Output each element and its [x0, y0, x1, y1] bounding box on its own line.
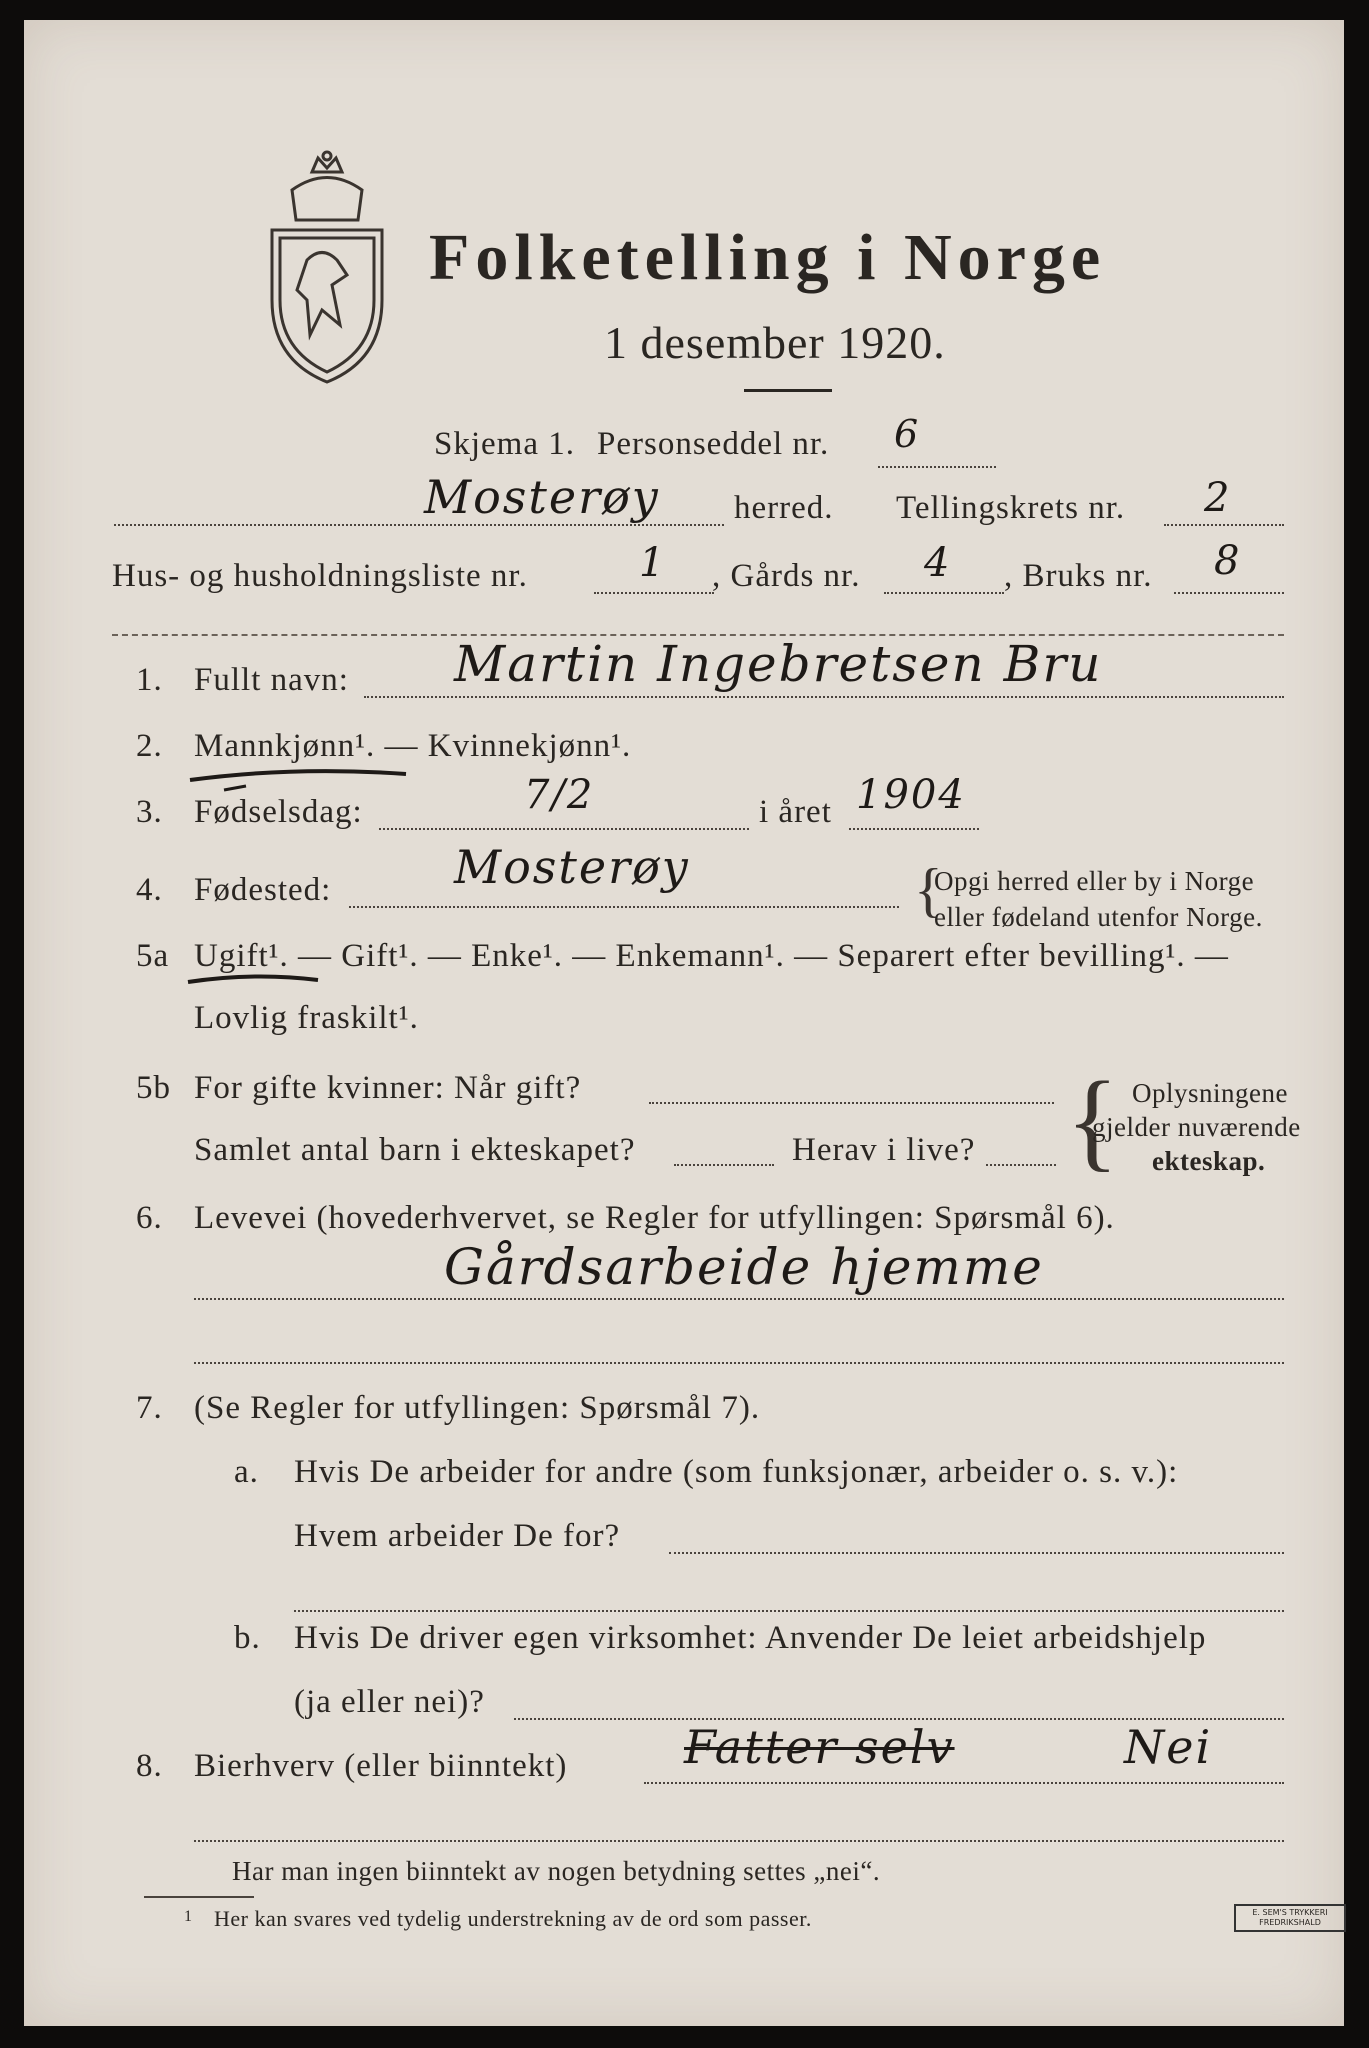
personseddel-label: Personseddel nr.: [597, 426, 830, 462]
bruks-label: , Bruks nr.: [1004, 558, 1153, 594]
bruks-value: 8: [1214, 538, 1242, 584]
q5b-note-line3: ekteskap.: [1152, 1146, 1266, 1176]
herred-value: Mosterøy: [424, 470, 660, 524]
q2-number: 2.: [136, 728, 163, 764]
q8-answer: Nei: [1124, 1720, 1213, 1774]
q3-label: Fødselsdag:: [194, 794, 363, 830]
tellingskrets-label: Tellingskrets nr.: [896, 490, 1126, 526]
q5b-note-line1: Oplysningene: [1132, 1078, 1288, 1108]
q6-label: Levevei (hovederhvervet, se Regler for utfyllingen: Spørsmål 6).: [194, 1200, 1115, 1236]
q3-birthday: 7/2: [524, 772, 595, 818]
q5b-label-line3: Herav i live?: [792, 1132, 976, 1168]
census-form: [24, 20, 1344, 2026]
personseddel-value: 6: [894, 412, 921, 456]
q4-note-line1: Opgi herred eller by i Norge: [934, 866, 1255, 896]
q5b-label: For gifte kvinner: Når gift?: [194, 1070, 582, 1106]
ugift-underline: [184, 968, 324, 992]
q6-number: 6.: [136, 1200, 163, 1236]
q4-label: Fødested:: [194, 872, 332, 908]
q4-birthplace: Mosterøy: [454, 840, 690, 894]
footnote-text: Her kan svares ved tydelig understrekning av de ord som passer.: [214, 1906, 812, 1931]
printer-stamp: [1234, 1904, 1346, 1932]
q7b-label: Hvis De driver egen virksomhet: Anvender De leiet arbeidshjelp: [294, 1620, 1207, 1656]
husliste-value: 1: [639, 540, 667, 586]
tellingskrets-value: 2: [1204, 475, 1232, 521]
q5b-label-line2: Samlet antal barn i ekteskapet?: [194, 1132, 636, 1168]
coat-of-arms-icon: [262, 150, 392, 385]
q8-label: Bierhverv (eller biinntekt): [194, 1748, 568, 1784]
q7a-label: Hvis De arbeider for andre (som funksjonær, arbeider o. s. v.):: [294, 1454, 1179, 1490]
q4-number: 4.: [136, 872, 163, 908]
q6-occupation: Gårdsarbeide hjemme: [444, 1238, 1044, 1296]
schema-label: Skjema 1.: [434, 426, 575, 462]
q5a-label: Ugift¹. — Gift¹. — Enke¹. — Enkemann¹. — Separert efter bevilling¹. —: [194, 938, 1229, 974]
q7-number: 7.: [136, 1390, 163, 1426]
q1-number: 1.: [136, 662, 163, 698]
q7a-label-line2: Hvem arbeider De for?: [294, 1518, 621, 1554]
q5a-number: 5a: [136, 938, 170, 974]
gards-value: 4: [924, 540, 952, 586]
q7b-number: b.: [234, 1620, 261, 1656]
q5b-number: 5b: [136, 1070, 171, 1106]
q7b-label-line2: (ja eller nei)?: [294, 1684, 485, 1720]
q3-birth-year: 1904: [856, 772, 966, 818]
q3-number: 3.: [136, 794, 163, 830]
stamp-line2: FREDRIKSHALD: [1259, 1918, 1321, 1927]
q7a-number: a.: [234, 1454, 259, 1490]
q4-brace: {: [914, 857, 943, 923]
q5b-note-line2: gjelder nuværende: [1092, 1112, 1301, 1142]
footnote-mark: 1: [184, 1908, 193, 1925]
title-divider: [744, 389, 832, 392]
q7-label: (Se Regler for utfyllingen: Spørsmål 7).: [194, 1390, 761, 1426]
q5b-brace: {: [1066, 1059, 1119, 1181]
form-title: Folketelling i Norge: [429, 221, 1107, 294]
q1-full-name: Martin Ingebretsen Bru: [454, 635, 1103, 693]
q8-number: 8.: [136, 1748, 163, 1784]
gards-label: , Gårds nr.: [712, 558, 861, 594]
q1-label: Fullt navn:: [194, 662, 349, 698]
q8-struck-text: Fatter selv: [684, 1720, 955, 1774]
q4-note-line2: eller fødeland utenfor Norge.: [934, 902, 1263, 932]
q2-label: Mannkjønn¹. — Kvinnekjønn¹.: [194, 728, 632, 764]
stamp-line1: E. SEM'S TRYKKERI: [1252, 1908, 1328, 1917]
herred-label: herred.: [734, 490, 834, 526]
husliste-label: Hus- og husholdningsliste nr.: [112, 558, 528, 594]
footer-note: Har man ingen biinntekt av nogen betydning settes „nei“.: [232, 1856, 881, 1886]
q3-year-label: i året: [759, 794, 832, 830]
census-date: 1 desember 1920.: [604, 317, 946, 368]
q5a-label-line2: Lovlig fraskilt¹.: [194, 1000, 419, 1036]
